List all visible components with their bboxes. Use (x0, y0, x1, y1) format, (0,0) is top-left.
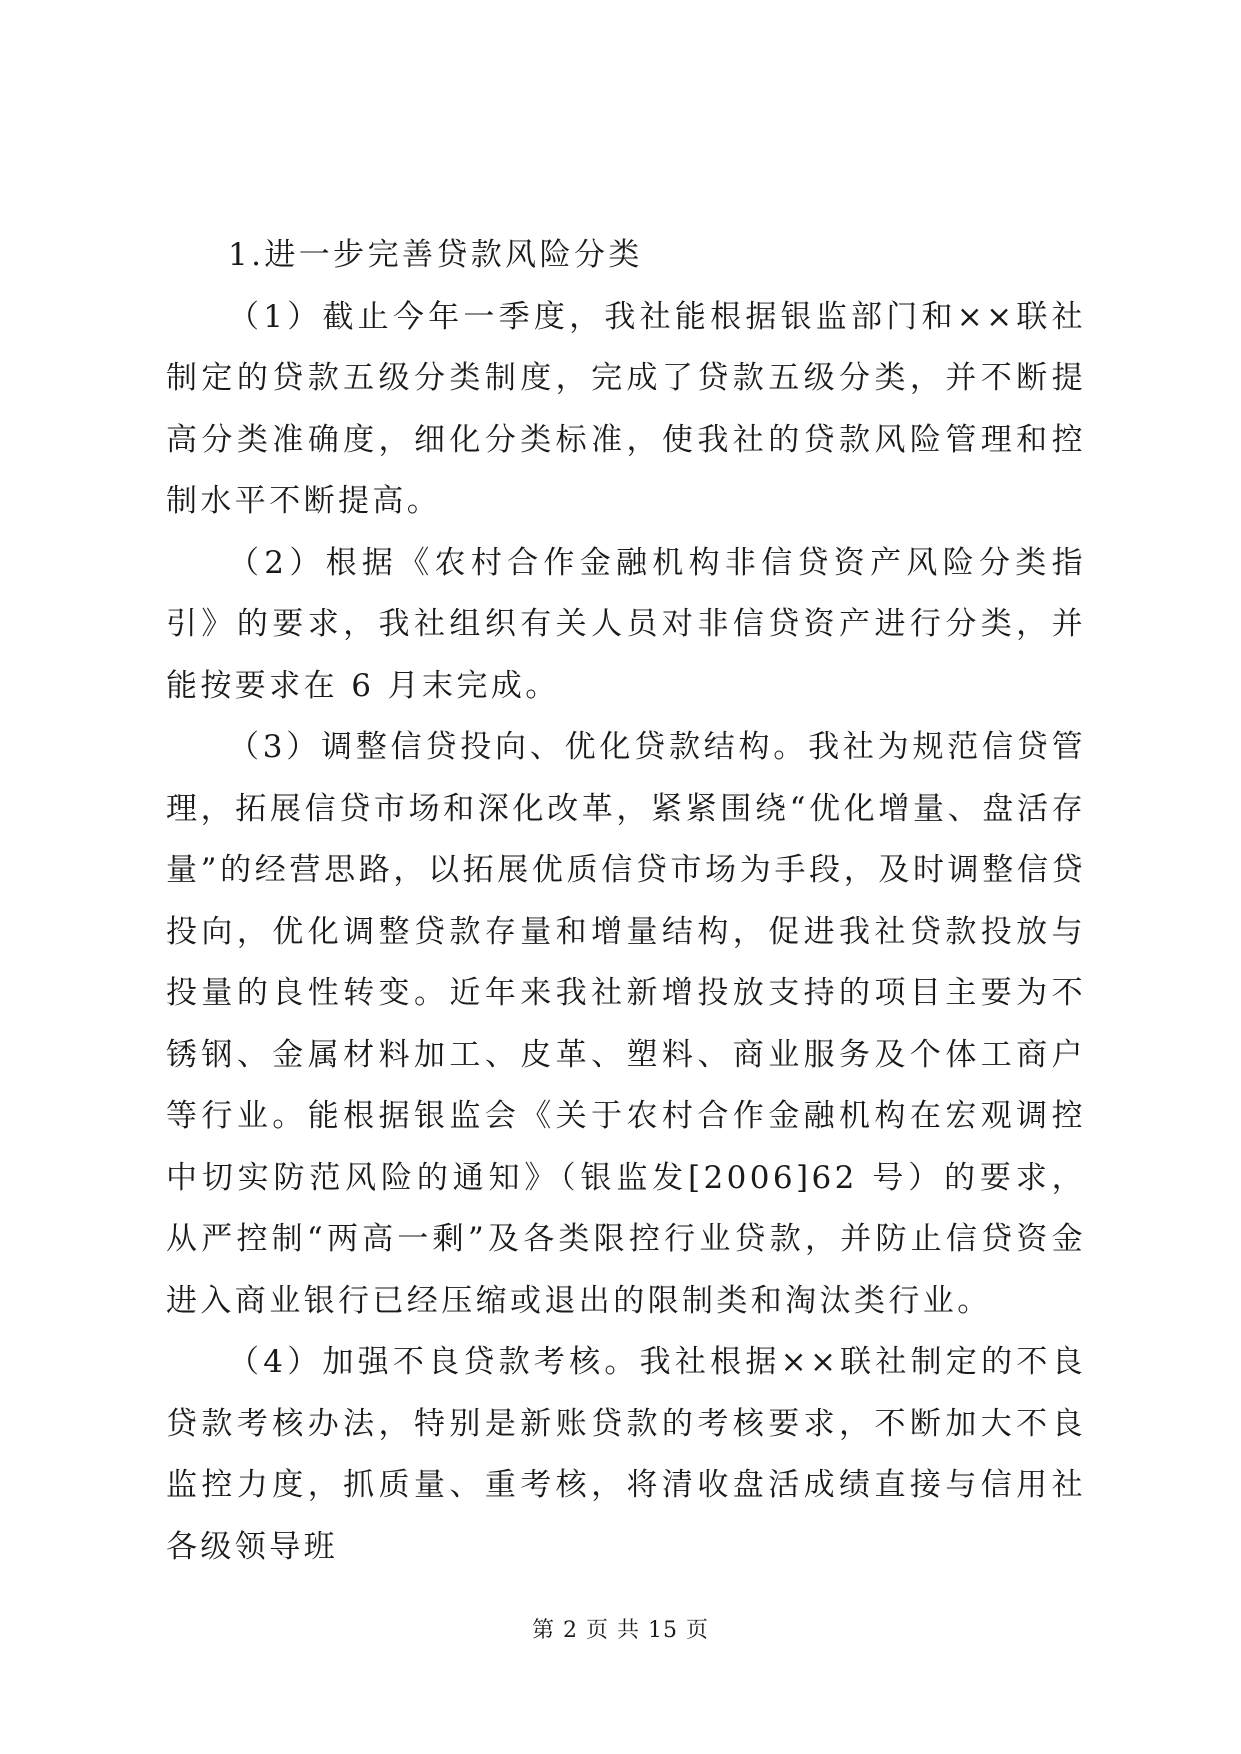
document-body (166, 225, 1086, 1578)
paragraph-4: （4）加强不良贷款考核。我社根据××联社制定的不良贷款考核办法，特别是新账贷款的考核要求，不断加大不良监控力度，抓质量、重考核，将清收盘活成绩直接与信用社各级领导班 (166, 1344, 1086, 1565)
paragraph-1: （1）截止今年一季度，我社能根据银监部门和××联社制定的贷款五级分类制度，完成了贷款五级分类，并不断提高分类准确度，细化分类标准，使我社的贷款风险管理和控制水平不断提高。 (166, 298, 1086, 519)
paragraph-3: （3）调整信贷投向、优化贷款结构。我社为规范信贷管理，拓展信贷市场和深化改革，紧紧围绕“优化增量、盘活存量”的经营思路，以拓展优质信贷市场为手段，及时调整信贷投向，优化调整贷款存量和增量结构，促进我社贷款投放与投量的良性转变。近年来我社新增投放支持的项目主要为不锈钢、金属材料加工、皮革、塑料、商业服务及个体工商户等行业。能根据银监会《关于农村合作金融机构在宏观调控中切实防范风险的通知》（银监发[2006]62 号）的要求，从严控制“两高一剩”及各类限控行业贷款，并防止信贷资金进入商业银行已经压缩或退出的限制类和淘汰类行业。 (166, 729, 1086, 1319)
section-heading: 1.进一步完善贷款风险分类 (228, 237, 643, 273)
page-number-footer: 第 2 页 共 15 页 (532, 1618, 709, 1643)
paragraph-2: （2）根据《农村合作金融机构非信贷资产风险分类指引》的要求，我社组织有关人员对非信贷资产进行分类，并能按要求在 6 月末完成。 (166, 544, 1086, 704)
